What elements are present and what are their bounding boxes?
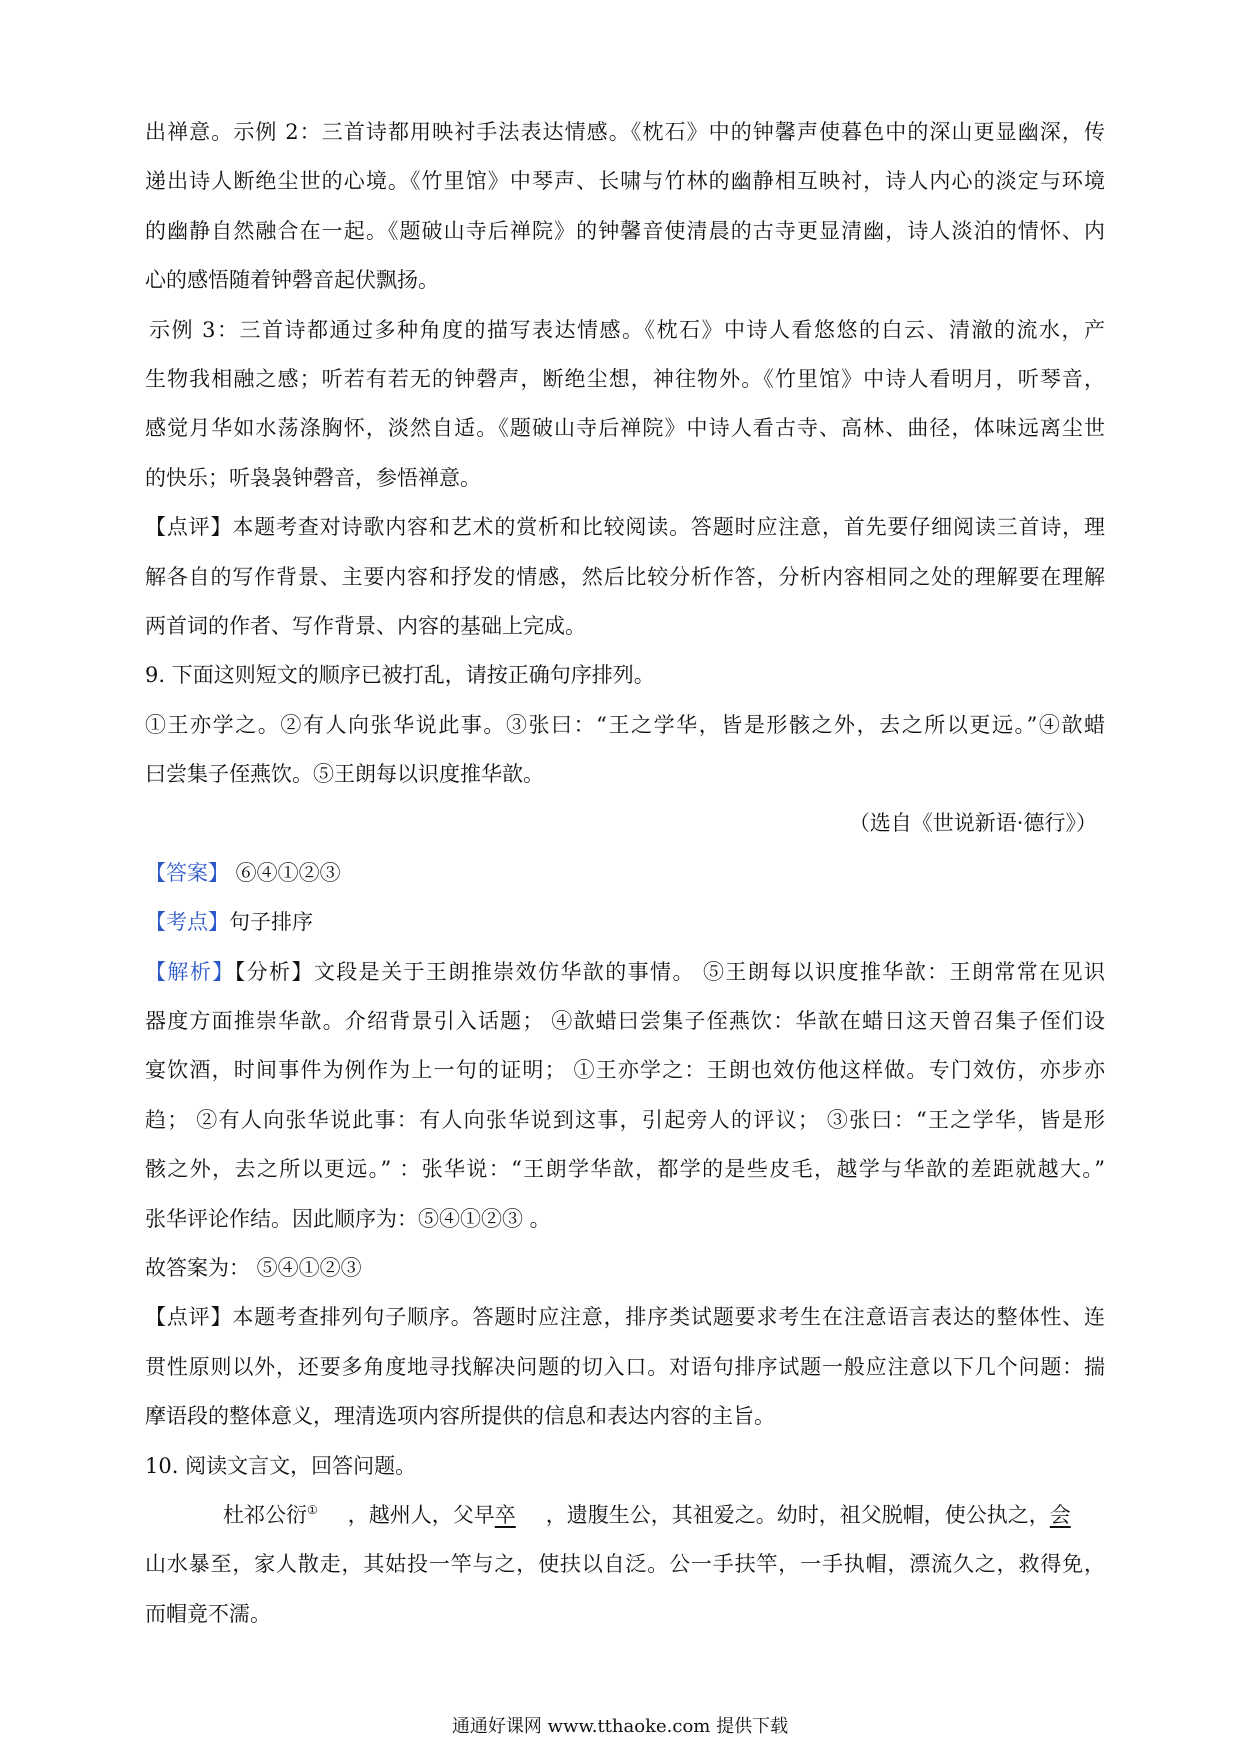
answer-label: 【答案】 (145, 860, 229, 885)
question-10-title: 10. 阅读文言文，回答问题。 (145, 1453, 417, 1478)
question-9-line: ①王亦学之。②有人向张华说此事。③张曰：“王之学华，皆是形骸之外，去之所以更远。”④歆蜡 (145, 712, 1105, 737)
text-line: 出禅意。示例 2：三首诗都用映衬手法表达情感。《枕石》中的钟馨声使暮色中的深山更显幽深，传 (145, 120, 1105, 144)
analysis-line (145, 948, 1105, 997)
text-line: 的幽静自然融合在一起。《题破山寺后禅院》的钟馨音使清晨的古寺更显清幽，诗人淡泊的情怀、内 (145, 218, 1105, 243)
page-footer: 通通好课网 www.tthaoke.com 提供下载 (451, 1716, 789, 1737)
comment-line: 摩语段的整体意义，理清选项内容所提供的信息和表达内容的主旨。 (145, 1404, 775, 1429)
text-fragment: ，越州人，父早 (347, 1502, 495, 1527)
final-answer: 故答案为： ⑤④①②③ (145, 1255, 362, 1280)
text-line: 示例 3：三首诗都通过多种角度的描写表达情感。《枕石》中诗人看悠悠的白云、清澈的流水，产 (149, 317, 1105, 342)
footnote-marker: ① (307, 1502, 318, 1517)
classical-text-line (145, 1491, 1105, 1540)
text-line: 心的感悟随着钟磬音起伏飘扬。 (145, 268, 439, 293)
comment-line: 【点评】本题考查排列句子顺序。答题时应注意，排序类试题要求考生在注意语言表达的整体性、连 (145, 1305, 1105, 1330)
point-line (145, 898, 1105, 947)
analysis-line: 张华评论作结。因此顺序为：⑤④①②③ 。 (145, 1206, 551, 1231)
text-line: 的快乐；听袅袅钟磬音，参悟禅意。 (145, 465, 481, 490)
underlined-word: 卒 (494, 1502, 516, 1527)
underlined-word: 会 (1049, 1502, 1071, 1527)
analysis-line: 趋； ②有人向张华说此事：有人向张华说到这事，引起旁人的评议； ③张曰：“王之学华，皆是形 (145, 1107, 1105, 1132)
comment-line: 解各自的写作背景、主要内容和抒发的情感，然后比较分析作答，分析内容相同之处的理解要在理解 (145, 564, 1105, 589)
text-line: 递出诗人断绝尘世的心境。《竹里馆》中琴声、长啸与竹林的幽静相互映衬，诗人内心的淡定与环境 (145, 169, 1105, 194)
point-label: 【考点】 (145, 910, 229, 935)
classical-text-line: 山水暴至，家人散走，其姑投一竿与之，使扶以自泛。公一手扶竿，一手执帽，漂流久之，救得免， (145, 1552, 1105, 1577)
analysis-label: 【解析】 (145, 959, 235, 984)
answer-line (145, 849, 1105, 898)
question-9-title: 9. 下面这则短文的顺序已被打乱，请按正确句序排列。 (145, 663, 655, 688)
question-9-line: 曰尝集子侄燕饮。⑤王朗每以识度推华歆。 (145, 762, 544, 787)
comment-line: 两首词的作者、写作背景、内容的基础上完成。 (145, 613, 586, 638)
point-value: 句子排序 (229, 910, 313, 935)
text-fragment: ，遗腹生公，其祖爱之。幼时，祖父脱帽，使公执之， (545, 1502, 1050, 1527)
analysis-line: 器度方面推崇华歆。介绍背景引入话题； ④歆蜡曰尝集子侄燕饮：华歆在蜡日这天曾召集子侄们设 (145, 1009, 1105, 1034)
source-citation: （选自《世说新语·德行》） (848, 811, 1097, 836)
analysis-line: 宴饮酒，时间事件为例作为上一句的证明； ①王亦学之：王朗也效仿他这样做。专门效仿，亦步亦 (145, 1058, 1105, 1083)
classical-text-line: 而帽竟不濡。 (145, 1601, 271, 1626)
text-fragment: 杜祁公衍 (223, 1502, 307, 1527)
text-line: 感觉月华如水荡涤胸怀，淡然自适。《题破山寺后禅院》中诗人看古寺、高林、曲径，体味远离尘世 (145, 416, 1105, 441)
answer-value: ⑥④①②③ (229, 860, 341, 885)
analysis-text: 【分析】文段是关于王朗推崇效仿华歆的事情。 ⑤王朗每以识度推华歆：王朗常常在见识 (234, 959, 1105, 984)
text-line: 生物我相融之感；听若有若无的钟磬声，断绝尘想，神往物外。《竹里馆》中诗人看明月，听琴音， (145, 366, 1105, 391)
comment-line: 贯性原则以外，还要多角度地寻找解决问题的切入口。对语句排序试题一般应注意以下几个问题：揣 (145, 1354, 1105, 1379)
analysis-line: 骸之外，去之所以更远。” ：张华说：“王朗学华歆，都学的是些皮毛，越学与华歆的差距就越大。” (145, 1157, 1105, 1182)
page-content (145, 108, 1105, 1639)
comment-line: 【点评】本题考查对诗歌内容和艺术的赏析和比较阅读。答题时应注意，首先要仔细阅读三首诗，理 (145, 515, 1105, 540)
